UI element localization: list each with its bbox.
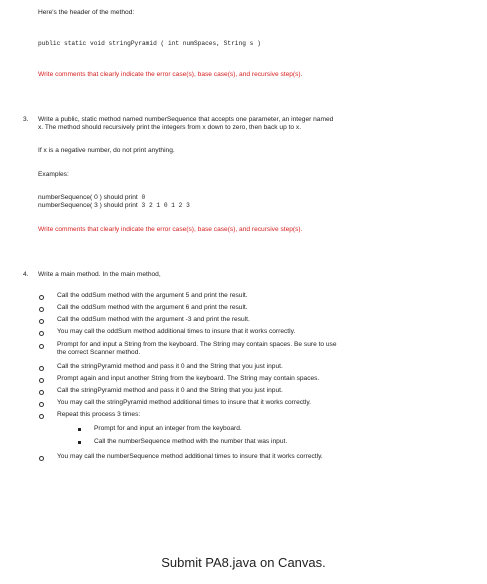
question-number-4: 4. bbox=[23, 271, 29, 278]
bullet-circle-icon bbox=[39, 456, 44, 461]
bullet-circle-icon bbox=[39, 378, 44, 383]
submission-instruction: Submit PA8.java on Canvas. bbox=[161, 555, 326, 570]
bullet-circle-icon bbox=[39, 319, 44, 324]
q3-example-1 bbox=[38, 194, 145, 202]
bullet-circle-icon bbox=[39, 366, 44, 371]
bullet-circle-icon bbox=[39, 390, 44, 395]
q4-intro: Write a main method. In the main method, bbox=[38, 271, 161, 278]
sub-list-item: Prompt for and input an integer from the keyboard. bbox=[94, 425, 242, 432]
method-signature: public static void stringPyramid ( int numSpaces, String s ) bbox=[38, 40, 261, 47]
bullet-circle-icon bbox=[39, 331, 44, 336]
list-item: Call the oddSum method with the argument 5 and print the result. bbox=[57, 292, 248, 299]
list-item: Call the stringPyramid method and pass it 0 and the String that you just input. bbox=[57, 387, 283, 394]
q3-example-2-call: numberSequence( 3 ) should print bbox=[38, 202, 138, 209]
header-intro: Here's the header of the method: bbox=[38, 9, 135, 16]
list-item: Prompt again and input another String from the keyboard. The String may contain spaces. bbox=[57, 375, 320, 382]
q3-text-line1: Write a public, static method named numberSequence that accepts one parameter, an integer named bbox=[38, 116, 334, 123]
q3-negative-note: If x is a negative number, do not print anything. bbox=[38, 147, 175, 154]
comment-requirement-note: Write comments that clearly indicate the error case(s), base case(s), and recursive step(s). bbox=[38, 71, 303, 78]
list-item: Call the oddSum method with the argument -3 and print the result. bbox=[57, 316, 250, 323]
q3-example-1-call: numberSequence( 0 ) should print bbox=[38, 194, 138, 201]
list-item: Call the stringPyramid method and pass it 0 and the String that you just input. bbox=[57, 363, 283, 370]
q3-examples-label: Examples: bbox=[38, 171, 69, 178]
list-item: You may call the numberSequence method additional times to insure that it works correctly. bbox=[57, 453, 323, 460]
list-item-continuation: the correct Scanner method. bbox=[57, 349, 141, 356]
list-item: You may call the oddSum method additional times to insure that it works correctly. bbox=[57, 328, 296, 335]
q3-comment-note: Write comments that clearly indicate the error case(s), base case(s), and recursive step(s). bbox=[38, 226, 303, 233]
sub-list-item: Call the numberSequence method with the number that was input. bbox=[94, 438, 288, 445]
q3-example-2-output: 3 2 1 0 1 2 3 bbox=[141, 202, 190, 209]
list-item: You may call the stringPyramid method additional times to insure that it works correctly. bbox=[57, 399, 311, 406]
bullet-circle-icon bbox=[39, 307, 44, 312]
q3-example-2 bbox=[38, 202, 190, 210]
q3-text-line2: x. The method should recursively print the integers from x down to zero, then back up to x. bbox=[38, 124, 302, 131]
q3-example-1-output: 0 bbox=[141, 194, 146, 201]
bullet-circle-icon bbox=[39, 414, 44, 419]
bullet-circle-icon bbox=[39, 402, 44, 407]
list-item: Repeat this process 3 times: bbox=[57, 411, 141, 418]
bullet-circle-icon bbox=[39, 344, 44, 349]
bullet-circle-icon bbox=[39, 295, 44, 300]
question-number-3: 3. bbox=[23, 116, 29, 123]
bullet-square-icon bbox=[78, 428, 81, 431]
list-item: Prompt for and input a String from the keyboard. The String may contain spaces. Be sure to use bbox=[57, 341, 337, 348]
bullet-square-icon bbox=[78, 441, 81, 444]
list-item: Call the oddSum method with the argument 6 and print the result. bbox=[57, 304, 248, 311]
